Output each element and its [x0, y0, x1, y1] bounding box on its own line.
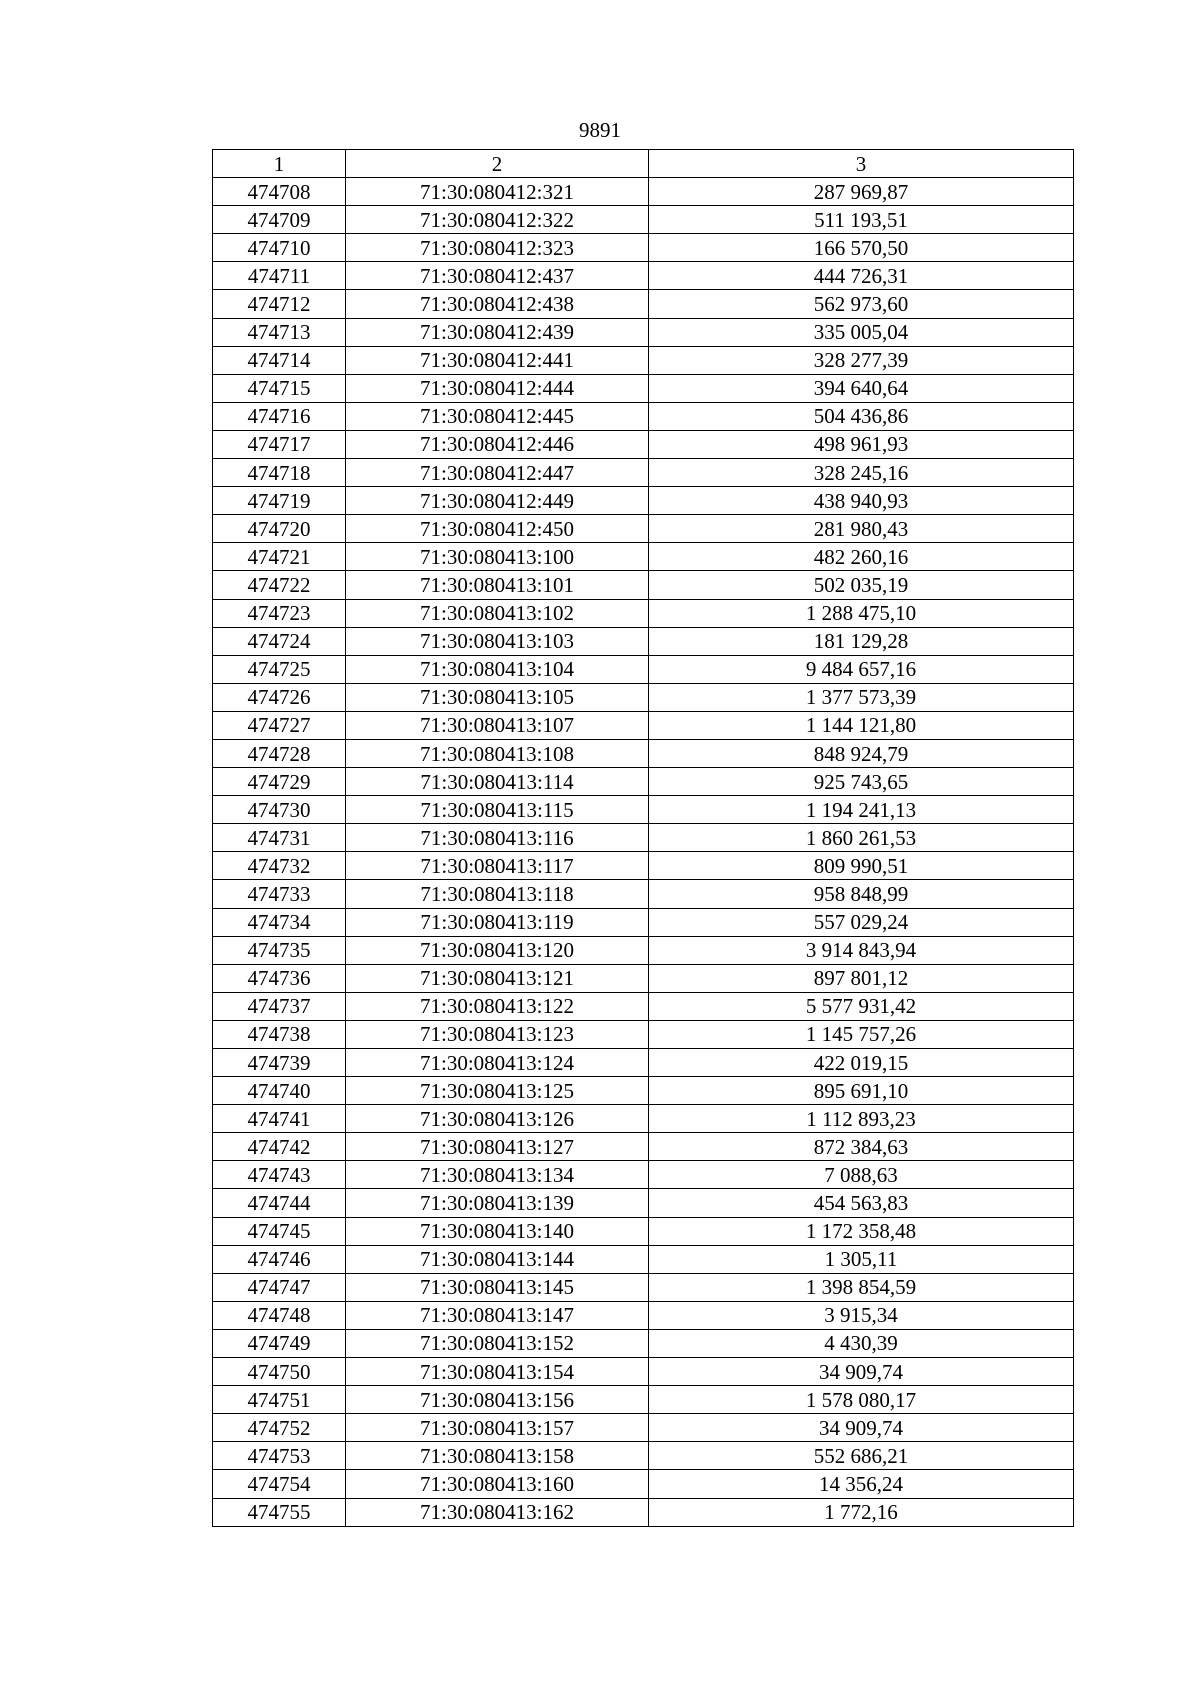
row-number-cell: 474737 [213, 992, 346, 1020]
cadastral-number-cell: 71:30:080413:105 [346, 683, 649, 711]
table-row [213, 1189, 1074, 1217]
cadastral-number-cell: 71:30:080412:449 [346, 487, 649, 515]
table-row [213, 824, 1074, 852]
cadastral-number-cell: 71:30:080413:140 [346, 1217, 649, 1245]
row-number-cell: 474744 [213, 1189, 346, 1217]
row-number-cell: 474718 [213, 459, 346, 487]
row-number-cell: 474746 [213, 1245, 346, 1273]
table-row [213, 1077, 1074, 1105]
cadastral-number-cell: 71:30:080413:114 [346, 768, 649, 796]
row-number-cell: 474741 [213, 1105, 346, 1133]
row-number-cell: 474708 [213, 178, 346, 206]
cadastral-number-cell: 71:30:080412:437 [346, 262, 649, 290]
cadastral-number-cell: 71:30:080413:102 [346, 599, 649, 627]
cadastral-number-cell: 71:30:080412:441 [346, 346, 649, 374]
row-number-cell: 474731 [213, 824, 346, 852]
table-row [213, 1386, 1074, 1414]
value-cell: 394 640,64 [649, 374, 1074, 402]
value-cell: 511 193,51 [649, 206, 1074, 234]
table-row [213, 739, 1074, 767]
value-cell: 181 129,28 [649, 627, 1074, 655]
value-cell: 562 973,60 [649, 290, 1074, 318]
row-number-cell: 474743 [213, 1161, 346, 1189]
header-row [213, 150, 1074, 178]
cadastral-number-cell: 71:30:080412:323 [346, 234, 649, 262]
table-row [213, 1217, 1074, 1245]
cadastral-number-cell: 71:30:080413:121 [346, 964, 649, 992]
value-cell: 1 377 573,39 [649, 683, 1074, 711]
table-row [213, 936, 1074, 964]
value-cell: 438 940,93 [649, 487, 1074, 515]
value-cell: 1 172 358,48 [649, 1217, 1074, 1245]
cadastral-number-cell: 71:30:080413:100 [346, 543, 649, 571]
value-cell: 1 398 854,59 [649, 1273, 1074, 1301]
table-row [213, 1470, 1074, 1498]
table-row [213, 262, 1074, 290]
row-number-cell: 474734 [213, 908, 346, 936]
row-number-cell: 474754 [213, 1470, 346, 1498]
table-row [213, 515, 1074, 543]
cadastral-number-cell: 71:30:080413:125 [346, 1077, 649, 1105]
cadastral-number-cell: 71:30:080413:116 [346, 824, 649, 852]
row-number-cell: 474751 [213, 1386, 346, 1414]
table-row [213, 852, 1074, 880]
value-cell: 1 860 261,53 [649, 824, 1074, 852]
cadastral-number-cell: 71:30:080413:144 [346, 1245, 649, 1273]
cadastral-number-cell: 71:30:080412:439 [346, 318, 649, 346]
table-row [213, 571, 1074, 599]
cadastral-number-cell: 71:30:080413:147 [346, 1301, 649, 1329]
cadastral-number-cell: 71:30:080413:101 [346, 571, 649, 599]
cadastral-number-cell: 71:30:080413:156 [346, 1386, 649, 1414]
value-cell: 34 909,74 [649, 1358, 1074, 1386]
cadastral-number-cell: 71:30:080413:107 [346, 711, 649, 739]
cadastral-number-cell: 71:30:080413:118 [346, 880, 649, 908]
row-number-cell: 474713 [213, 318, 346, 346]
value-cell: 552 686,21 [649, 1442, 1074, 1470]
table-row [213, 318, 1074, 346]
table-row [213, 206, 1074, 234]
row-number-cell: 474745 [213, 1217, 346, 1245]
value-cell: 14 356,24 [649, 1470, 1074, 1498]
table-row [213, 1442, 1074, 1470]
value-cell: 1 772,16 [649, 1498, 1074, 1526]
cadastral-number-cell: 71:30:080413:120 [346, 936, 649, 964]
row-number-cell: 474716 [213, 402, 346, 430]
value-cell: 502 035,19 [649, 571, 1074, 599]
table-row [213, 768, 1074, 796]
row-number-cell: 474747 [213, 1273, 346, 1301]
table-row [213, 992, 1074, 1020]
value-cell: 7 088,63 [649, 1161, 1074, 1189]
cadastral-number-cell: 71:30:080413:108 [346, 739, 649, 767]
cadastral-number-cell: 71:30:080413:104 [346, 655, 649, 683]
cadastral-number-cell: 71:30:080413:103 [346, 627, 649, 655]
cadastral-number-cell: 71:30:080413:124 [346, 1049, 649, 1077]
table-row [213, 1358, 1074, 1386]
row-number-cell: 474723 [213, 599, 346, 627]
cadastral-number-cell: 71:30:080413:162 [346, 1498, 649, 1526]
value-cell: 4 430,39 [649, 1329, 1074, 1357]
row-number-cell: 474742 [213, 1133, 346, 1161]
row-number-cell: 474721 [213, 543, 346, 571]
value-cell: 166 570,50 [649, 234, 1074, 262]
row-number-cell: 474715 [213, 374, 346, 402]
row-number-cell: 474749 [213, 1329, 346, 1357]
cadastral-number-cell: 71:30:080413:145 [346, 1273, 649, 1301]
value-cell: 848 924,79 [649, 739, 1074, 767]
value-cell: 1 145 757,26 [649, 1020, 1074, 1048]
row-number-cell: 474750 [213, 1358, 346, 1386]
row-number-cell: 474733 [213, 880, 346, 908]
table-row [213, 430, 1074, 458]
row-number-cell: 474732 [213, 852, 346, 880]
row-number-cell: 474717 [213, 430, 346, 458]
value-cell: 281 980,43 [649, 515, 1074, 543]
value-cell: 1 112 893,23 [649, 1105, 1074, 1133]
table-row [213, 880, 1074, 908]
row-number-cell: 474755 [213, 1498, 346, 1526]
value-cell: 454 563,83 [649, 1189, 1074, 1217]
table-row [213, 1049, 1074, 1077]
cadastral-number-cell: 71:30:080412:438 [346, 290, 649, 318]
cadastral-number-cell: 71:30:080412:322 [346, 206, 649, 234]
data-table [212, 149, 1074, 1527]
column-header-3: 3 [649, 150, 1074, 178]
page-number: 9891 [579, 118, 621, 142]
cadastral-number-cell: 71:30:080413:154 [346, 1358, 649, 1386]
table-row [213, 1105, 1074, 1133]
table-row [213, 683, 1074, 711]
table-row [213, 711, 1074, 739]
value-cell: 1 305,11 [649, 1245, 1074, 1273]
cadastral-number-cell: 71:30:080413:119 [346, 908, 649, 936]
row-number-cell: 474725 [213, 655, 346, 683]
table-row [213, 374, 1074, 402]
row-number-cell: 474722 [213, 571, 346, 599]
cadastral-number-cell: 71:30:080412:445 [346, 402, 649, 430]
cadastral-number-cell: 71:30:080413:152 [346, 1329, 649, 1357]
table-row [213, 627, 1074, 655]
value-cell: 5 577 931,42 [649, 992, 1074, 1020]
table-body [213, 178, 1074, 1527]
value-cell: 897 801,12 [649, 964, 1074, 992]
row-number-cell: 474736 [213, 964, 346, 992]
cadastral-number-cell: 71:30:080413:122 [346, 992, 649, 1020]
cadastral-number-cell: 71:30:080413:158 [346, 1442, 649, 1470]
value-cell: 872 384,63 [649, 1133, 1074, 1161]
row-number-cell: 474729 [213, 768, 346, 796]
value-cell: 925 743,65 [649, 768, 1074, 796]
value-cell: 809 990,51 [649, 852, 1074, 880]
value-cell: 328 277,39 [649, 346, 1074, 374]
cadastral-number-cell: 71:30:080412:447 [346, 459, 649, 487]
table-row [213, 346, 1074, 374]
table-row [213, 1133, 1074, 1161]
table-row [213, 908, 1074, 936]
value-cell: 3 914 843,94 [649, 936, 1074, 964]
value-cell: 1 194 241,13 [649, 796, 1074, 824]
cadastral-number-cell: 71:30:080413:117 [346, 852, 649, 880]
table-row [213, 234, 1074, 262]
column-header-2: 2 [346, 150, 649, 178]
table-row [213, 1020, 1074, 1048]
table-row [213, 1301, 1074, 1329]
cadastral-number-cell: 71:30:080413:157 [346, 1414, 649, 1442]
table-row [213, 543, 1074, 571]
value-cell: 3 915,34 [649, 1301, 1074, 1329]
table-header [213, 150, 1074, 178]
value-cell: 1 578 080,17 [649, 1386, 1074, 1414]
row-number-cell: 474714 [213, 346, 346, 374]
row-number-cell: 474727 [213, 711, 346, 739]
table-row [213, 1414, 1074, 1442]
row-number-cell: 474724 [213, 627, 346, 655]
table-row [213, 1245, 1074, 1273]
row-number-cell: 474720 [213, 515, 346, 543]
table-row [213, 402, 1074, 430]
value-cell: 1 144 121,80 [649, 711, 1074, 739]
table-row [213, 1498, 1074, 1526]
value-cell: 444 726,31 [649, 262, 1074, 290]
value-cell: 498 961,93 [649, 430, 1074, 458]
value-cell: 1 288 475,10 [649, 599, 1074, 627]
row-number-cell: 474730 [213, 796, 346, 824]
row-number-cell: 474738 [213, 1020, 346, 1048]
row-number-cell: 474712 [213, 290, 346, 318]
cadastral-number-cell: 71:30:080413:160 [346, 1470, 649, 1498]
table-row [213, 655, 1074, 683]
cadastral-number-cell: 71:30:080413:115 [346, 796, 649, 824]
value-cell: 422 019,15 [649, 1049, 1074, 1077]
cadastral-number-cell: 71:30:080413:123 [346, 1020, 649, 1048]
row-number-cell: 474735 [213, 936, 346, 964]
table-row [213, 290, 1074, 318]
table-row [213, 796, 1074, 824]
value-cell: 958 848,99 [649, 880, 1074, 908]
table-row [213, 487, 1074, 515]
row-number-cell: 474748 [213, 1301, 346, 1329]
row-number-cell: 474726 [213, 683, 346, 711]
cadastral-number-cell: 71:30:080413:139 [346, 1189, 649, 1217]
value-cell: 287 969,87 [649, 178, 1074, 206]
value-cell: 504 436,86 [649, 402, 1074, 430]
table-row [213, 459, 1074, 487]
cadastral-number-cell: 71:30:080412:321 [346, 178, 649, 206]
table-row [213, 964, 1074, 992]
value-cell: 557 029,24 [649, 908, 1074, 936]
row-number-cell: 474752 [213, 1414, 346, 1442]
table-row [213, 1161, 1074, 1189]
row-number-cell: 474709 [213, 206, 346, 234]
value-cell: 328 245,16 [649, 459, 1074, 487]
row-number-cell: 474719 [213, 487, 346, 515]
row-number-cell: 474740 [213, 1077, 346, 1105]
row-number-cell: 474753 [213, 1442, 346, 1470]
cadastral-number-cell: 71:30:080412:450 [346, 515, 649, 543]
column-header-1: 1 [213, 150, 346, 178]
table-row [213, 599, 1074, 627]
value-cell: 482 260,16 [649, 543, 1074, 571]
row-number-cell: 474739 [213, 1049, 346, 1077]
cadastral-number-cell: 71:30:080412:446 [346, 430, 649, 458]
cadastral-number-cell: 71:30:080413:134 [346, 1161, 649, 1189]
value-cell: 335 005,04 [649, 318, 1074, 346]
table-row [213, 178, 1074, 206]
row-number-cell: 474728 [213, 739, 346, 767]
table-row [213, 1329, 1074, 1357]
value-cell: 9 484 657,16 [649, 655, 1074, 683]
value-cell: 895 691,10 [649, 1077, 1074, 1105]
cadastral-number-cell: 71:30:080412:444 [346, 374, 649, 402]
row-number-cell: 474711 [213, 262, 346, 290]
cadastral-number-cell: 71:30:080413:126 [346, 1105, 649, 1133]
table-row [213, 1273, 1074, 1301]
value-cell: 34 909,74 [649, 1414, 1074, 1442]
cadastral-number-cell: 71:30:080413:127 [346, 1133, 649, 1161]
row-number-cell: 474710 [213, 234, 346, 262]
